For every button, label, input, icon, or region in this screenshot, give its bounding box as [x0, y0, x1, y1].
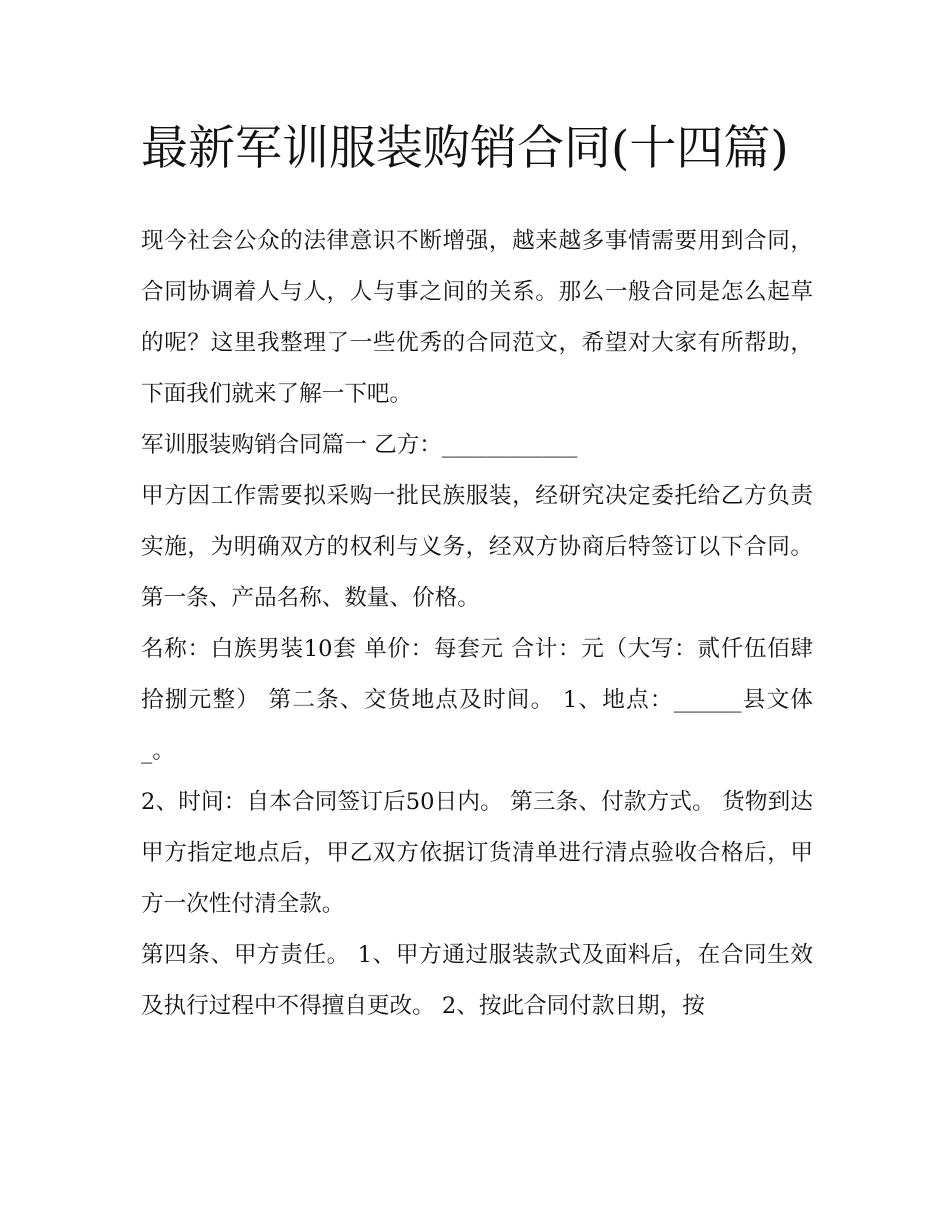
paragraph-intro: 现今社会公众的法律意识不断增强，越来越多事情需要用到合同，合同协调着人与人，人与事之间的关系。那么一般合同是怎么起草的呢？这里我整理了一些优秀的合同范文，希望对大家有所帮助，下面我们就来了解一下吧。	[141, 228, 813, 407]
paragraph-product-details: 名称：白族男装10套 单价：每套元 合计：元（大写：贰仟伍佰肆拾捌元整） 第二条、交货地点及时间。 1、地点：______县文体_。	[141, 636, 813, 764]
document-body	[141, 112, 813, 1032]
paragraph-time-payment: 2、时间：自本合同签订后50日内。 第三条、付款方式。 货物到达甲方指定地点后，甲乙双方依据订货清单进行清点验收合格后，甲方一次性付清全款。	[141, 789, 813, 917]
paragraph-article-four: 第四条、甲方责任。 1、甲方通过服装款式及面料后，在合同生效及执行过程中不得擅自更改。 2、按此合同付款日期，按	[141, 942, 813, 1019]
paragraph-article-one: 甲方因工作需要拟采购一批民族服装，经研究决定委托给乙方负责实施，为明确双方的权利与义务，经双方协商后特签订以下合同。 第一条、产品名称、数量、价格。	[141, 483, 813, 611]
document-title: 最新军训服装购销合同(十四篇)	[141, 121, 789, 176]
paragraph-contract-heading: 军训服装购销合同篇一 乙方：____________	[141, 432, 578, 458]
